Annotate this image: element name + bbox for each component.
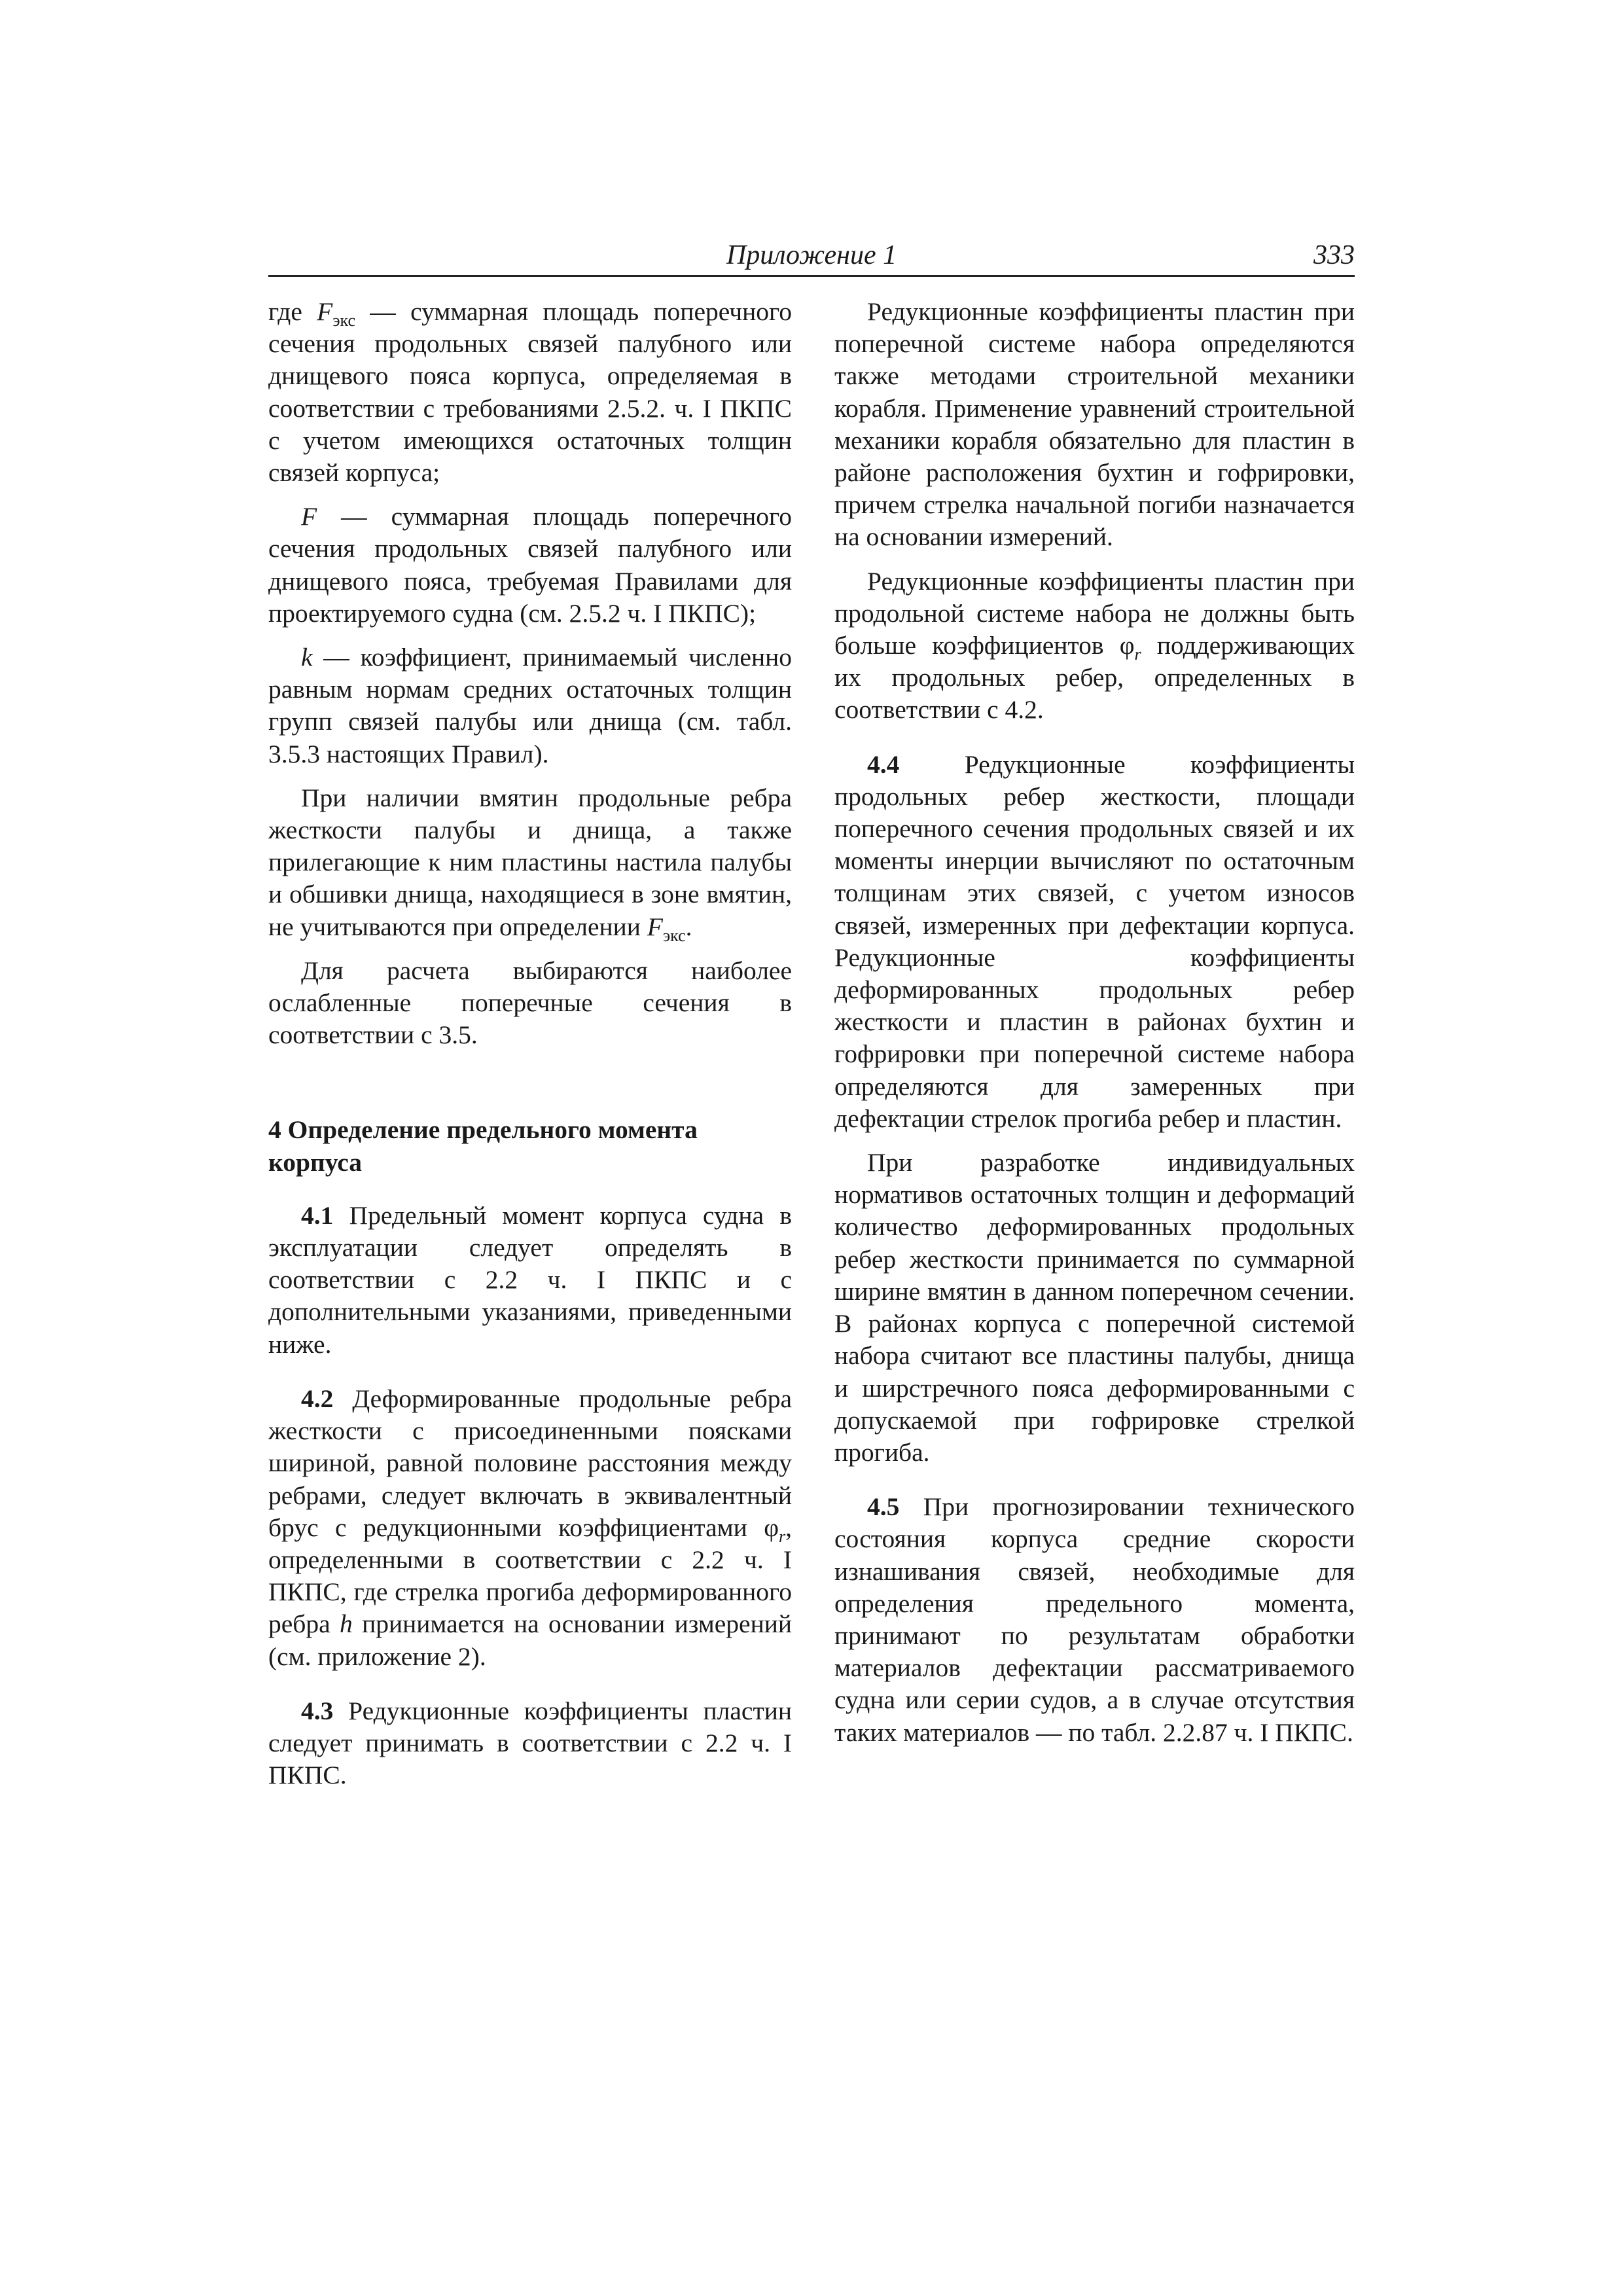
running-header bbox=[268, 236, 1355, 277]
paragraph-k-definition: k — коэффициент, принимаемый численно равным нормам средних остаточных толщин групп связей палубы или днища (см. табл. 3.5.3 настоящих Правил). bbox=[268, 643, 792, 768]
left-column bbox=[268, 296, 792, 1791]
paragraph-sections: Для расчета выбираются наиболее ослабленные поперечные сечения в соответствии с 3.5. bbox=[268, 956, 792, 1050]
paragraph-4-2: 4.2 Деформированные продольные ребра жесткости с присоединенными поясками шириной, равной половине расстояния между ребрами, следует включать в эквивалентный брус с редукционными коэффициентами $\varphi_r$, определенными в соответствии с 2.2 ч. I ПКПС, где стрелка прогиба деформированного ребра h принимается на основании измерений (см. приложение 2). bbox=[268, 1384, 792, 1671]
paragraph-fexs-definition: где $F_{экс}$ — суммарная площадь поперечного сечения продольных связей палубного или днищевого пояса корпуса, определяемая в соответствии с требованиями 2.5.2. ч. I ПКПС с учетом имеющихся остаточных толщин связей корпуса; bbox=[268, 297, 792, 488]
paragraph-transverse-plates: Редукционные коэффициенты пластин при поперечной системе набора определяются также методами строительной механики корабля. Применение уравнений строительной механики корабля обязательно для пластин в районе расположения бухтин и гофрировки, причем стрелка начальной погиби назначается на основании измерений. bbox=[834, 297, 1355, 552]
page-number: 333 bbox=[1313, 240, 1355, 270]
variable-f: F bbox=[301, 502, 317, 531]
variable-f: F bbox=[317, 297, 333, 326]
variable-f: F bbox=[647, 912, 663, 941]
subscript-r: r bbox=[779, 1526, 786, 1546]
paragraph-4-5: 4.5 При прогнозировании технического состояния корпуса средние скорости изнашивания связей, необходимые для определения предельного момента, принимают по результатам обработки материалов дефектации рассматриваемого судна или серии судов, а в случае отсутствия таких материалов — по табл. 2.2.87 ч. I ПКПС. bbox=[834, 1492, 1355, 1747]
paragraph-f-definition: F — суммарная площадь поперечного сечения продольных связей палубного или днищевого пояса, требуемая Правилами для проектируемого судна (см. 2.5.2 ч. I ПКПС); bbox=[268, 502, 792, 628]
paragraph-longitudinal-plates: Редукционные коэффициенты пластин при продольной системе набора не должны быть больше коэффициентов $\varphi_r$ поддерживающих их продольных ребер, определенных в соответствии с 4.2. bbox=[834, 566, 1355, 725]
paragraph-4-3: 4.3 Редукционные коэффициенты пластин следует принимать в соответствии с 2.2 ч. I ПКПС. bbox=[268, 1696, 792, 1790]
running-title: Приложение 1 bbox=[726, 240, 897, 270]
paragraph-individual-norms: При разработке индивидуальных нормативов остаточных толщин и деформаций количество деформированных продольных ребер жесткости принимается по суммарной ширине вмятин в данном поперечном сечении. В районах корпуса с поперечной системой набора считают все пластины палубы, днища и ширстречного пояса деформированными с допускаемой при гофрировке стрелкой прогиба. bbox=[834, 1148, 1355, 1467]
variable-h: h bbox=[340, 1609, 353, 1639]
paragraph-4-4: 4.4 Редукционные коэффициенты продольных ребер жесткости, площади поперечного сечения продольных связей и их моменты инерции вычисляют по остаточным толщинам этих связей, с учетом износов связей, измеренных при дефектации корпуса. Редукционные коэффициенты деформированных продольных ребер жесткости и пластин в районах бухтин и гофрировки при поперечной системе набора определяются для замеренных при дефектации стрелок прогиба ребер и пластин. bbox=[834, 749, 1355, 1133]
subscript-exs: экс bbox=[662, 925, 686, 945]
paragraph-4-1: 4.1 Предельный момент корпуса судна в эксплуатации следует определять в соответствии с 2.2 ч. I ПКПС и с дополнительными указаниями, приведенными ниже. bbox=[268, 1200, 792, 1359]
right-column bbox=[834, 296, 1355, 1749]
section-heading: 4 Определение предельного момента корпуса bbox=[268, 1115, 698, 1177]
paragraph-dents: При наличии вмятин продольные ребра жесткости палубы и днища, а также прилегающие к ним пластины настила палубы и обшивки днища, находящиеся в зоне вмятин, не учитываются при определении $F_{экс}$. bbox=[268, 783, 792, 945]
subscript-r: r bbox=[1134, 644, 1141, 664]
variable-k: k bbox=[301, 643, 313, 672]
subscript-exs: экс bbox=[332, 310, 355, 330]
